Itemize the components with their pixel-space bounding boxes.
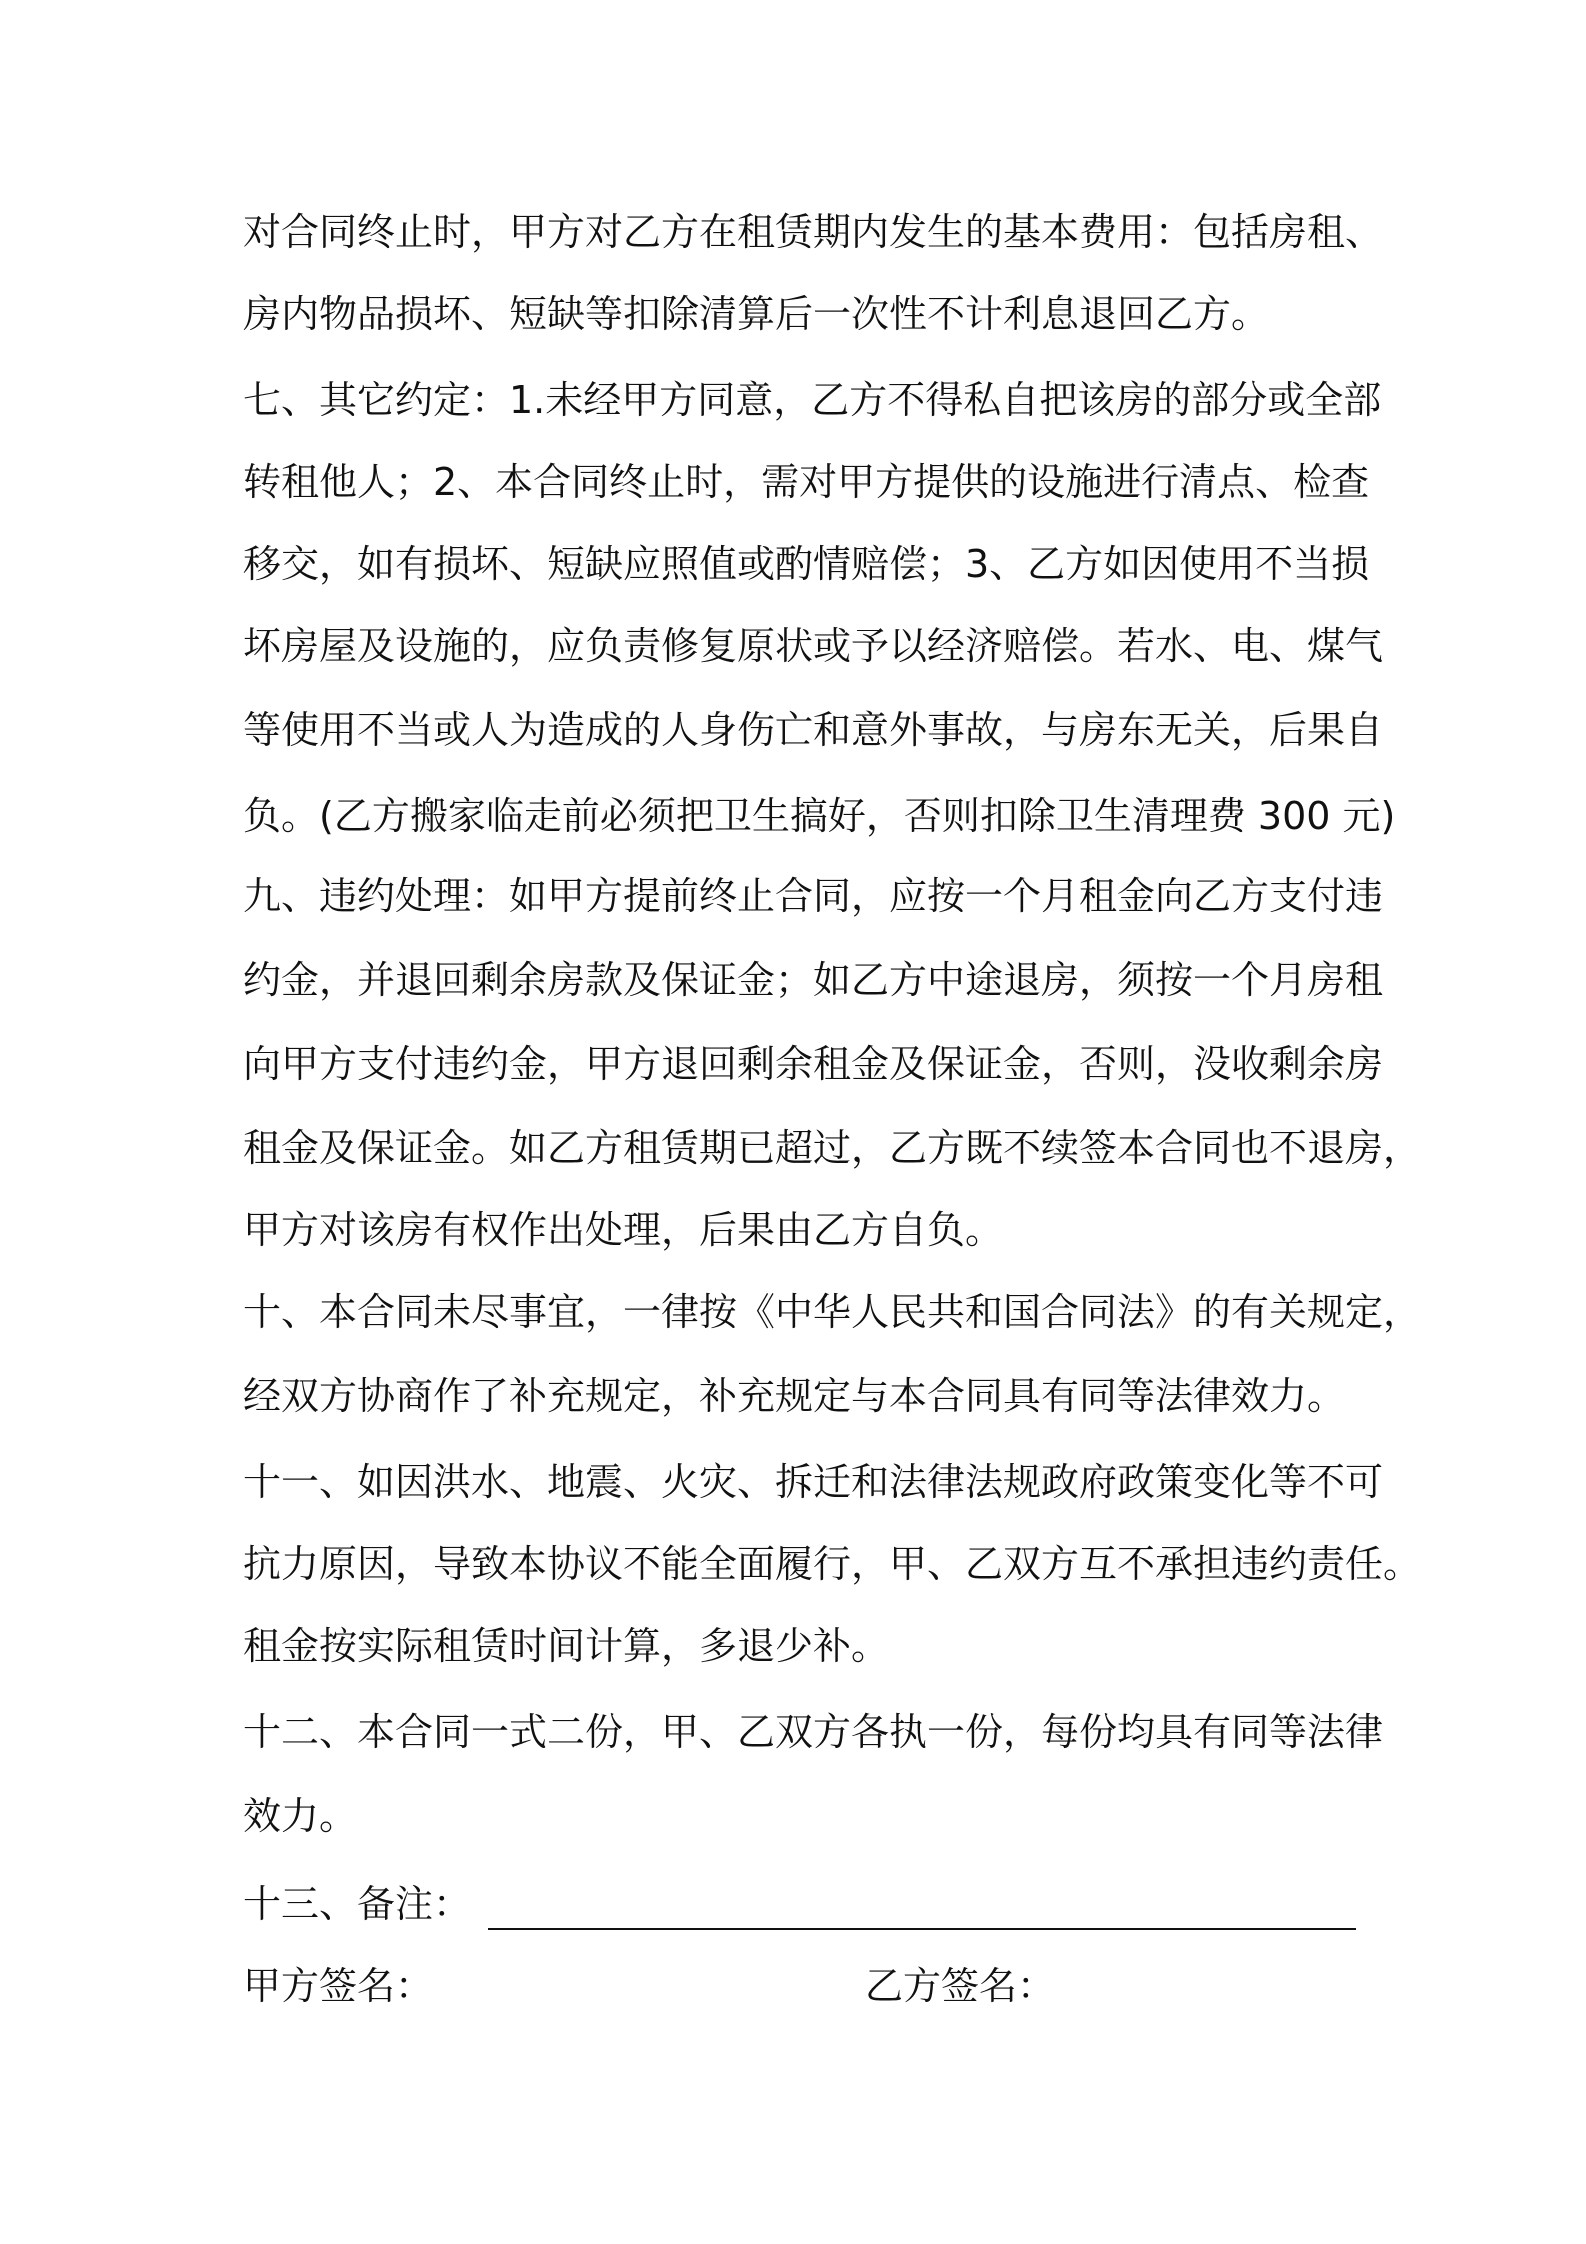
text-line: 经双方协商作了补充规定，补充规定与本合同具有同等法律效力。 xyxy=(243,1374,1346,1418)
text-line: 约金，并退回剩余房款及保证金；如乙方中途退房，须按一个月房租 xyxy=(243,958,1384,1002)
text-line: 房内物品损坏、短缺等扣除清算后一次性不计利息退回乙方。 xyxy=(243,292,1270,336)
text-line: 对合同终止时，甲方对乙方在租赁期内发生的基本费用：包括房租、 xyxy=(243,210,1384,254)
text-line: 等使用不当或人为造成的人身伤亡和意外事故，与房东无关，后果自 xyxy=(243,708,1384,752)
text-line: 抗力原因，导致本协议不能全面履行，甲、乙双方互不承担违约责任。 xyxy=(243,1542,1422,1586)
text-line: 十二、本合同一式二份，甲、乙双方各执一份，每份均具有同等法律 xyxy=(243,1710,1384,1754)
party-b-signature-label: 乙方签名： xyxy=(865,1964,1056,2008)
text-line: 负。(乙方搬家临走前必须把卫生搞好，否则扣除卫生清理费 300 元) xyxy=(243,794,1396,838)
text-line: 转租他人；2、本合同终止时，需对甲方提供的设施进行清点、检查 xyxy=(243,460,1370,504)
text-line: 租金按实际租赁时间计算，多退少补。 xyxy=(243,1624,890,1668)
text-line: 移交，如有损坏、短缺应照值或酌情赔偿；3、乙方如因使用不当损 xyxy=(243,542,1370,586)
text-line: 效力。 xyxy=(243,1794,358,1838)
text-line: 坏房屋及设施的，应负责修复原状或予以经济赔偿。若水、电、煤气 xyxy=(243,624,1384,668)
text-line: 七、其它约定：1.未经甲方同意，乙方不得私自把该房的部分或全部 xyxy=(243,378,1382,422)
remarks-blank-line xyxy=(488,1928,1356,1930)
text-line: 甲方对该房有权作出处理，后果由乙方自负。 xyxy=(243,1208,1004,1252)
text-line: 向甲方支付违约金，甲方退回剩余租金及保证金，否则，没收剩余房 xyxy=(243,1042,1384,1086)
remarks-label: 十三、备注： xyxy=(243,1882,472,1926)
text-line: 租金及保证金。如乙方租赁期已超过，乙方既不续签本合同也不退房， xyxy=(243,1126,1422,1170)
text-line: 十一、如因洪水、地震、火灾、拆迁和法律法规政府政策变化等不可 xyxy=(243,1460,1384,1504)
text-line: 九、违约处理：如甲方提前终止合同，应按一个月租金向乙方支付违 xyxy=(243,874,1384,918)
text-line: 十、本合同未尽事宜，一律按《中华人民共和国合同法》的有关规定， xyxy=(243,1290,1422,1334)
party-a-signature-label: 甲方签名： xyxy=(243,1964,434,2008)
